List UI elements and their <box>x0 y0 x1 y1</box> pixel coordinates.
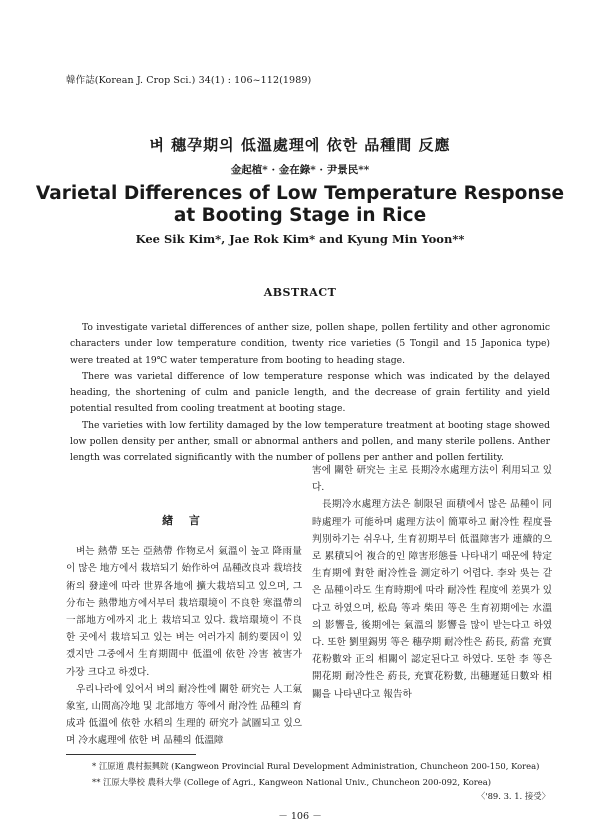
introduction-heading: 緖 言 <box>162 514 206 527</box>
body-paragraph: 우리나라에 있어서 벼의 耐冷性에 關한 研究는 人工氣象室, 山間高冷地 및 北部地方 等에서 耐冷性 品種의 育成과 低溫에 依한 水稻의 生理的 研究가 試圖되고 있으며 冷水處理에 依한 벼 品種의 低溫障 <box>66 683 302 747</box>
body-paragraph: 벼는 熱帶 또는 亞熱帶 作物로서 氣溫이 높고 降雨量이 많은 地方에서 栽培되기 始作하여 品種改良과 栽培技術의 發達에 따라 世界各地에 擴大栽培되고 있으며, 그 分布는 熱帶地方에서부터 栽培環境이 不良한 寒溫帶의 一部地方에까지 北上 栽培되고 있다. 栽培環境이 不良한 곳에서 栽培되고 있는 벼는 여러가지 制約要因이 있겠지만 그중에서 生育期間中 低溫에 依한 冷害 被害가 가장 크다고 하겠다. <box>66 546 302 678</box>
body-paragraph: 長期冷水處理方法은 制限된 面積에서 많은 品種이 同時處理가 可能하며 處理方法이 簡單하고 耐冷性 程度를 判別하기는 쉬우나, 生育初期부터 低溫障害가 連續的으로 累積되어 複合的인 障害形態를 나타내기 때문에 特定生育期에 對한 耐冷性을 測定하기 어렵다. 李와 吳는 같은 品種이라도 生育時期에 따라 耐冷性 程度에 差異가 있다고 하였으며, 松島 等과 柴田 等은 生育初期에는 水溫의 影響을, 後期에는 氣溫의 影響을 많이 받는다고 하였다. 또한 劉里錫男 等은 穗孕期 耐冷性은 葯長, 葯當 充實花粉數와 正의 相關이 認定된다고 하였다. 또한 李 等은 開花期 耐冷性은 葯長, 充實花粉數, 出穗遲延日數와 相關을 나타낸다고 報告하 <box>312 499 552 700</box>
english-title <box>0 183 600 227</box>
journal-citation: 韓作誌(Korean J. Crop Sci.) 34(1) : 106~112(1989) <box>66 75 312 86</box>
english-title-line-2: at Booting Stage in Rice <box>173 205 427 226</box>
footnote-divider <box>66 754 196 755</box>
abstract-paragraph: To investigate varietal differences of anther size, pollen shape, pollen fertility and other agronomic characters under low temperature condition, twenty rice varieties (5 Tongil and 15 Japonica type) were treated at 19℃ water temperature from booting to heading stage. <box>70 322 550 366</box>
left-column <box>66 512 302 750</box>
body-paragraph: 害에 關한 研究는 主로 長期冷水處理方法이 利用되고 있다. <box>312 465 552 494</box>
english-title-line-1: Varietal Differences of Low Temperature Response <box>35 183 565 204</box>
abstract-paragraph: The varieties with low fertility damaged by the low temperature treatment at booting stage showed low pollen density per anther, small or abnormal anthers and pollen, and many sterile pollens. Anther length was correlated significantly with the number of pollens per anther and pollen fertility. <box>70 419 550 464</box>
abstract-paragraph: There was varietal difference of low temperature response which was indicated by the delayed heading, the shortening of culm and panicle length, and the decrease of grain fertility and yield potential resulted from cooling treatment at booting stage. <box>70 370 550 415</box>
footnote-affiliation-2: ** 江原大學校 農科大學 (College of Agri., Kangweon National Univ., Chuncheon 200-092, Korea) <box>92 777 491 787</box>
english-authors: Kee Sik Kim*, Jae Rok Kim* and Kyung Min Yoon** <box>135 232 465 246</box>
footnote-affiliation-1: * 江原道 農村振興院 (Kangweon Provincial Rural Development Administration, Chuncheon 200-150, Korea) <box>92 761 540 771</box>
right-column <box>312 462 552 703</box>
abstract-body <box>70 320 550 467</box>
korean-authors: 金起植* · 金在錄* · 尹景民** <box>230 164 370 176</box>
abstract-heading: ABSTRACT <box>263 286 337 299</box>
received-date: 〈'89. 3. 1. 接受〉 <box>476 791 550 801</box>
page-number: － 106 － <box>278 811 322 822</box>
korean-title: 벼 穗孕期의 低溫處理에 依한 品種間 反應 <box>149 136 451 154</box>
